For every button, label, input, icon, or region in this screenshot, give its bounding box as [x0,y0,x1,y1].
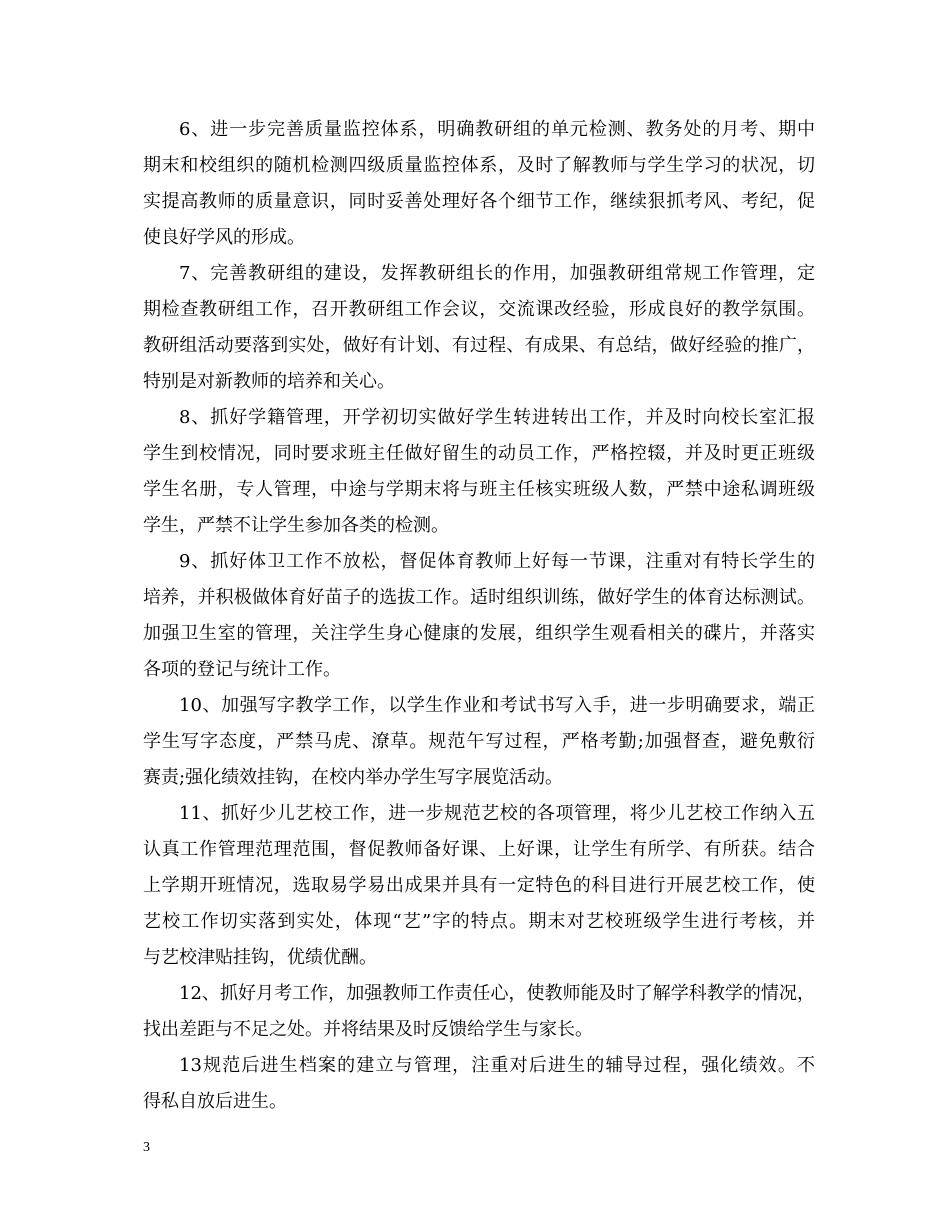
paragraph-7 [143,256,815,400]
text-line: 认真工作管理范理范围，督促教师备好课、上好课，让学生有所学、有所获。结合 [143,839,815,860]
text-line: 上学期开班情况，选取易学易出成果并具有一定特色的科目进行开展艺校工作，使 [143,875,815,896]
text-line: 学生，严禁不让学生参加各类的检测。 [143,515,449,536]
text-line: 12、抓好月考工作，加强教师工作责任心，使教师能及时了解学科教学的情况， [179,983,815,1004]
paragraph-12 [143,976,815,1048]
text-line: 特别是对新教师的培养和关心。 [143,371,395,392]
paragraph-11 [143,796,815,976]
paragraph-10 [143,688,815,796]
text-line: 期检查教研组工作，召开教研组工作会议，交流课改经验，形成良好的教学氛围。 [143,299,815,320]
text-line: 艺校工作切实落到实处，体现“艺”字的特点。期末对艺校班级学生进行考核，并 [143,911,815,932]
text-line: 实提高教师的质量意识，同时妥善处理好各个细节工作，继续狠抓考风、考纪，促 [143,191,815,212]
text-line: 找出差距与不足之处。并将结果及时反馈给学生与家长。 [143,1019,593,1040]
text-line: 得私自放后进生。 [143,1091,287,1112]
page-number: 3 [143,1140,150,1155]
document-body [143,112,815,1120]
text-line: 培养，并积极做体育好苗子的选拔工作。适时组织训练，做好学生的体育达标测试。 [143,587,815,608]
text-line: 使良好学风的形成。 [143,227,305,248]
text-line: 学生到校情况，同时要求班主任做好留生的动员工作，严格控辍，并及时更正班级 [143,443,815,464]
paragraph-6 [143,112,815,256]
text-line: 8、抓好学籍管理，开学初切实做好学生转进转出工作，并及时向校长室汇报 [179,407,815,428]
text-line: 加强卫生室的管理，关注学生身心健康的发展，组织学生观看相关的碟片，并落实 [143,623,815,644]
text-line: 教研组活动要落到实处，做好有计划、有过程、有成果、有总结，做好经验的推广， [143,335,815,356]
text-line: 学生写字态度，严禁马虎、潦草。规范午写过程，严格考勤;加强督查，避免敷衍 [143,731,815,752]
text-line: 10、加强写字教学工作，以学生作业和考试书写入手，进一步明确要求，端正 [179,695,815,716]
text-line: 各项的登记与统计工作。 [143,659,341,680]
text-line: 期末和校组织的随机检测四级质量监控体系，及时了解教师与学生学习的状况，切 [143,155,815,176]
paragraph-9 [143,544,815,688]
paragraph-13 [143,1048,815,1120]
text-line: 9、抓好体卫工作不放松，督促体育教师上好每一节课，注重对有特长学生的 [179,551,815,572]
text-line: 学生名册，专人管理，中途与学期末将与班主任核实班级人数，严禁中途私调班级 [143,479,815,500]
text-line: 7、完善教研组的建设，发挥教研组长的作用，加强教研组常规工作管理，定 [179,263,815,284]
text-line: 与艺校津贴挂钩，优绩优酬。 [143,947,377,968]
text-line: 11、抓好少儿艺校工作，进一步规范艺校的各项管理，将少儿艺校工作纳入五 [179,803,815,824]
paragraph-8 [143,400,815,544]
text-line: 赛责;强化绩效挂钩，在校内举办学生写字展览活动。 [143,767,564,788]
text-line: 6、进一步完善质量监控体系，明确教研组的单元检测、教务处的月考、期中 [179,119,815,140]
text-line: 13规范后进生档案的建立与管理，注重对后进生的辅导过程，强化绩效。不 [179,1055,815,1076]
